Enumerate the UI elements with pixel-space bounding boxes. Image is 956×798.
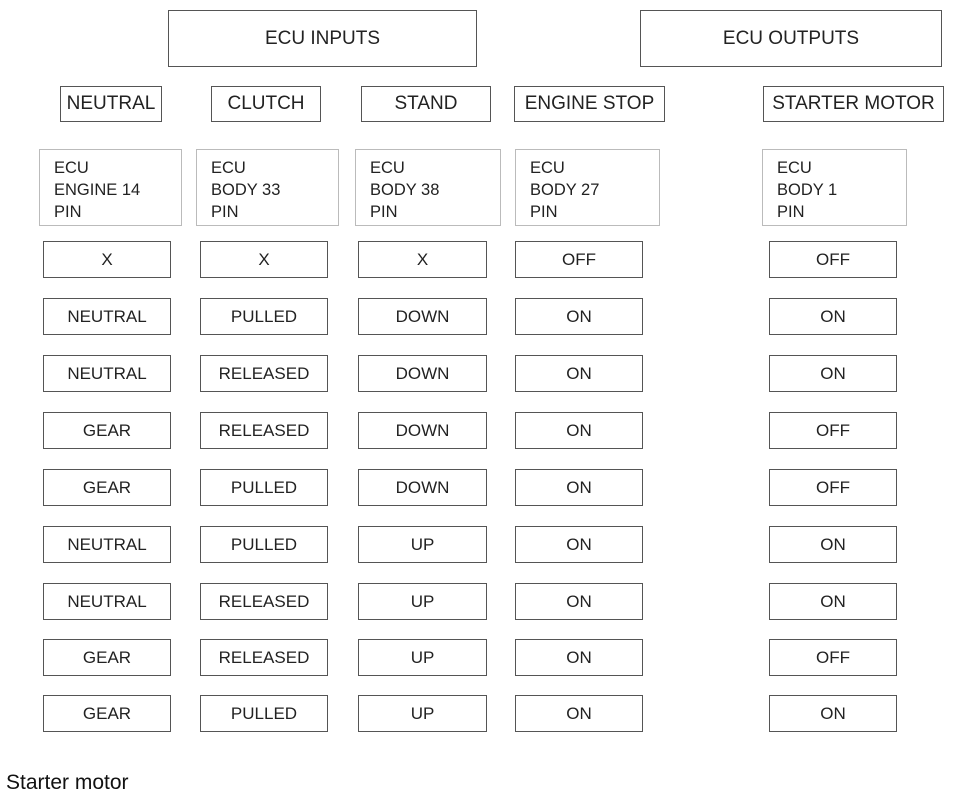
stand-column-label: STAND [361, 86, 491, 122]
table-cell: NEUTRAL [43, 355, 171, 392]
table-cell: ON [515, 526, 643, 563]
ecu-inputs-header: ECU INPUTS [168, 10, 477, 67]
table-cell: PULLED [200, 469, 328, 506]
pin-line: PIN [54, 203, 82, 221]
stand-pin-box [355, 149, 501, 226]
table-cell: UP [358, 526, 487, 563]
pin-line: BODY 38 [370, 181, 440, 199]
table-cell: NEUTRAL [43, 298, 171, 335]
table-cell: DOWN [358, 469, 487, 506]
table-cell: ON [515, 412, 643, 449]
pin-line: BODY 1 [777, 181, 838, 199]
table-cell: GEAR [43, 469, 171, 506]
pin-line: PIN [370, 203, 398, 221]
pin-line: ECU [370, 159, 405, 177]
neutral-pin-box [39, 149, 182, 226]
table-cell: GEAR [43, 695, 171, 732]
neutral-column-label: NEUTRAL [60, 86, 162, 122]
table-cell: ON [769, 355, 897, 392]
engine-stop-column-label: ENGINE STOP [514, 86, 665, 122]
table-cell: DOWN [358, 298, 487, 335]
table-cell: X [200, 241, 328, 278]
table-cell: DOWN [358, 412, 487, 449]
pin-line: ENGINE 14 [54, 181, 141, 199]
table-cell: OFF [769, 639, 897, 676]
table-cell: ON [515, 583, 643, 620]
pin-line: ECU [211, 159, 246, 177]
table-cell: UP [358, 695, 487, 732]
table-cell: ON [515, 469, 643, 506]
table-cell: ON [515, 639, 643, 676]
table-cell: PULLED [200, 298, 328, 335]
starter-motor-pin-box [762, 149, 907, 226]
table-cell: RELEASED [200, 639, 328, 676]
table-cell: OFF [769, 469, 897, 506]
table-cell: RELEASED [200, 583, 328, 620]
table-cell: ON [769, 583, 897, 620]
table-cell: ON [769, 695, 897, 732]
table-cell: GEAR [43, 412, 171, 449]
table-cell: X [43, 241, 171, 278]
figure-caption: Starter motor [6, 771, 129, 794]
table-cell: RELEASED [200, 355, 328, 392]
pin-line: ECU [777, 159, 812, 177]
table-cell: NEUTRAL [43, 583, 171, 620]
pin-line: ECU [54, 159, 89, 177]
pin-line: PIN [530, 203, 558, 221]
pin-line: PIN [211, 203, 239, 221]
table-cell: ON [515, 355, 643, 392]
table-cell: OFF [769, 241, 897, 278]
table-cell: ON [515, 298, 643, 335]
clutch-column-label: CLUTCH [211, 86, 321, 122]
table-cell: GEAR [43, 639, 171, 676]
table-cell: UP [358, 639, 487, 676]
pin-line: PIN [777, 203, 805, 221]
table-cell: PULLED [200, 695, 328, 732]
starter-motor-column-label: STARTER MOTOR [763, 86, 944, 122]
table-cell: OFF [769, 412, 897, 449]
engine-stop-pin-box [515, 149, 660, 226]
table-cell: NEUTRAL [43, 526, 171, 563]
pin-line: BODY 33 [211, 181, 281, 199]
clutch-pin-box [196, 149, 339, 226]
ecu-outputs-header: ECU OUTPUTS [640, 10, 942, 67]
table-cell: ON [515, 695, 643, 732]
table-cell: ON [769, 526, 897, 563]
table-cell: RELEASED [200, 412, 328, 449]
table-cell: DOWN [358, 355, 487, 392]
pin-line: ECU [530, 159, 565, 177]
table-cell: ON [769, 298, 897, 335]
table-cell: PULLED [200, 526, 328, 563]
table-cell: UP [358, 583, 487, 620]
table-cell: OFF [515, 241, 643, 278]
pin-line: BODY 27 [530, 181, 600, 199]
table-cell: X [358, 241, 487, 278]
